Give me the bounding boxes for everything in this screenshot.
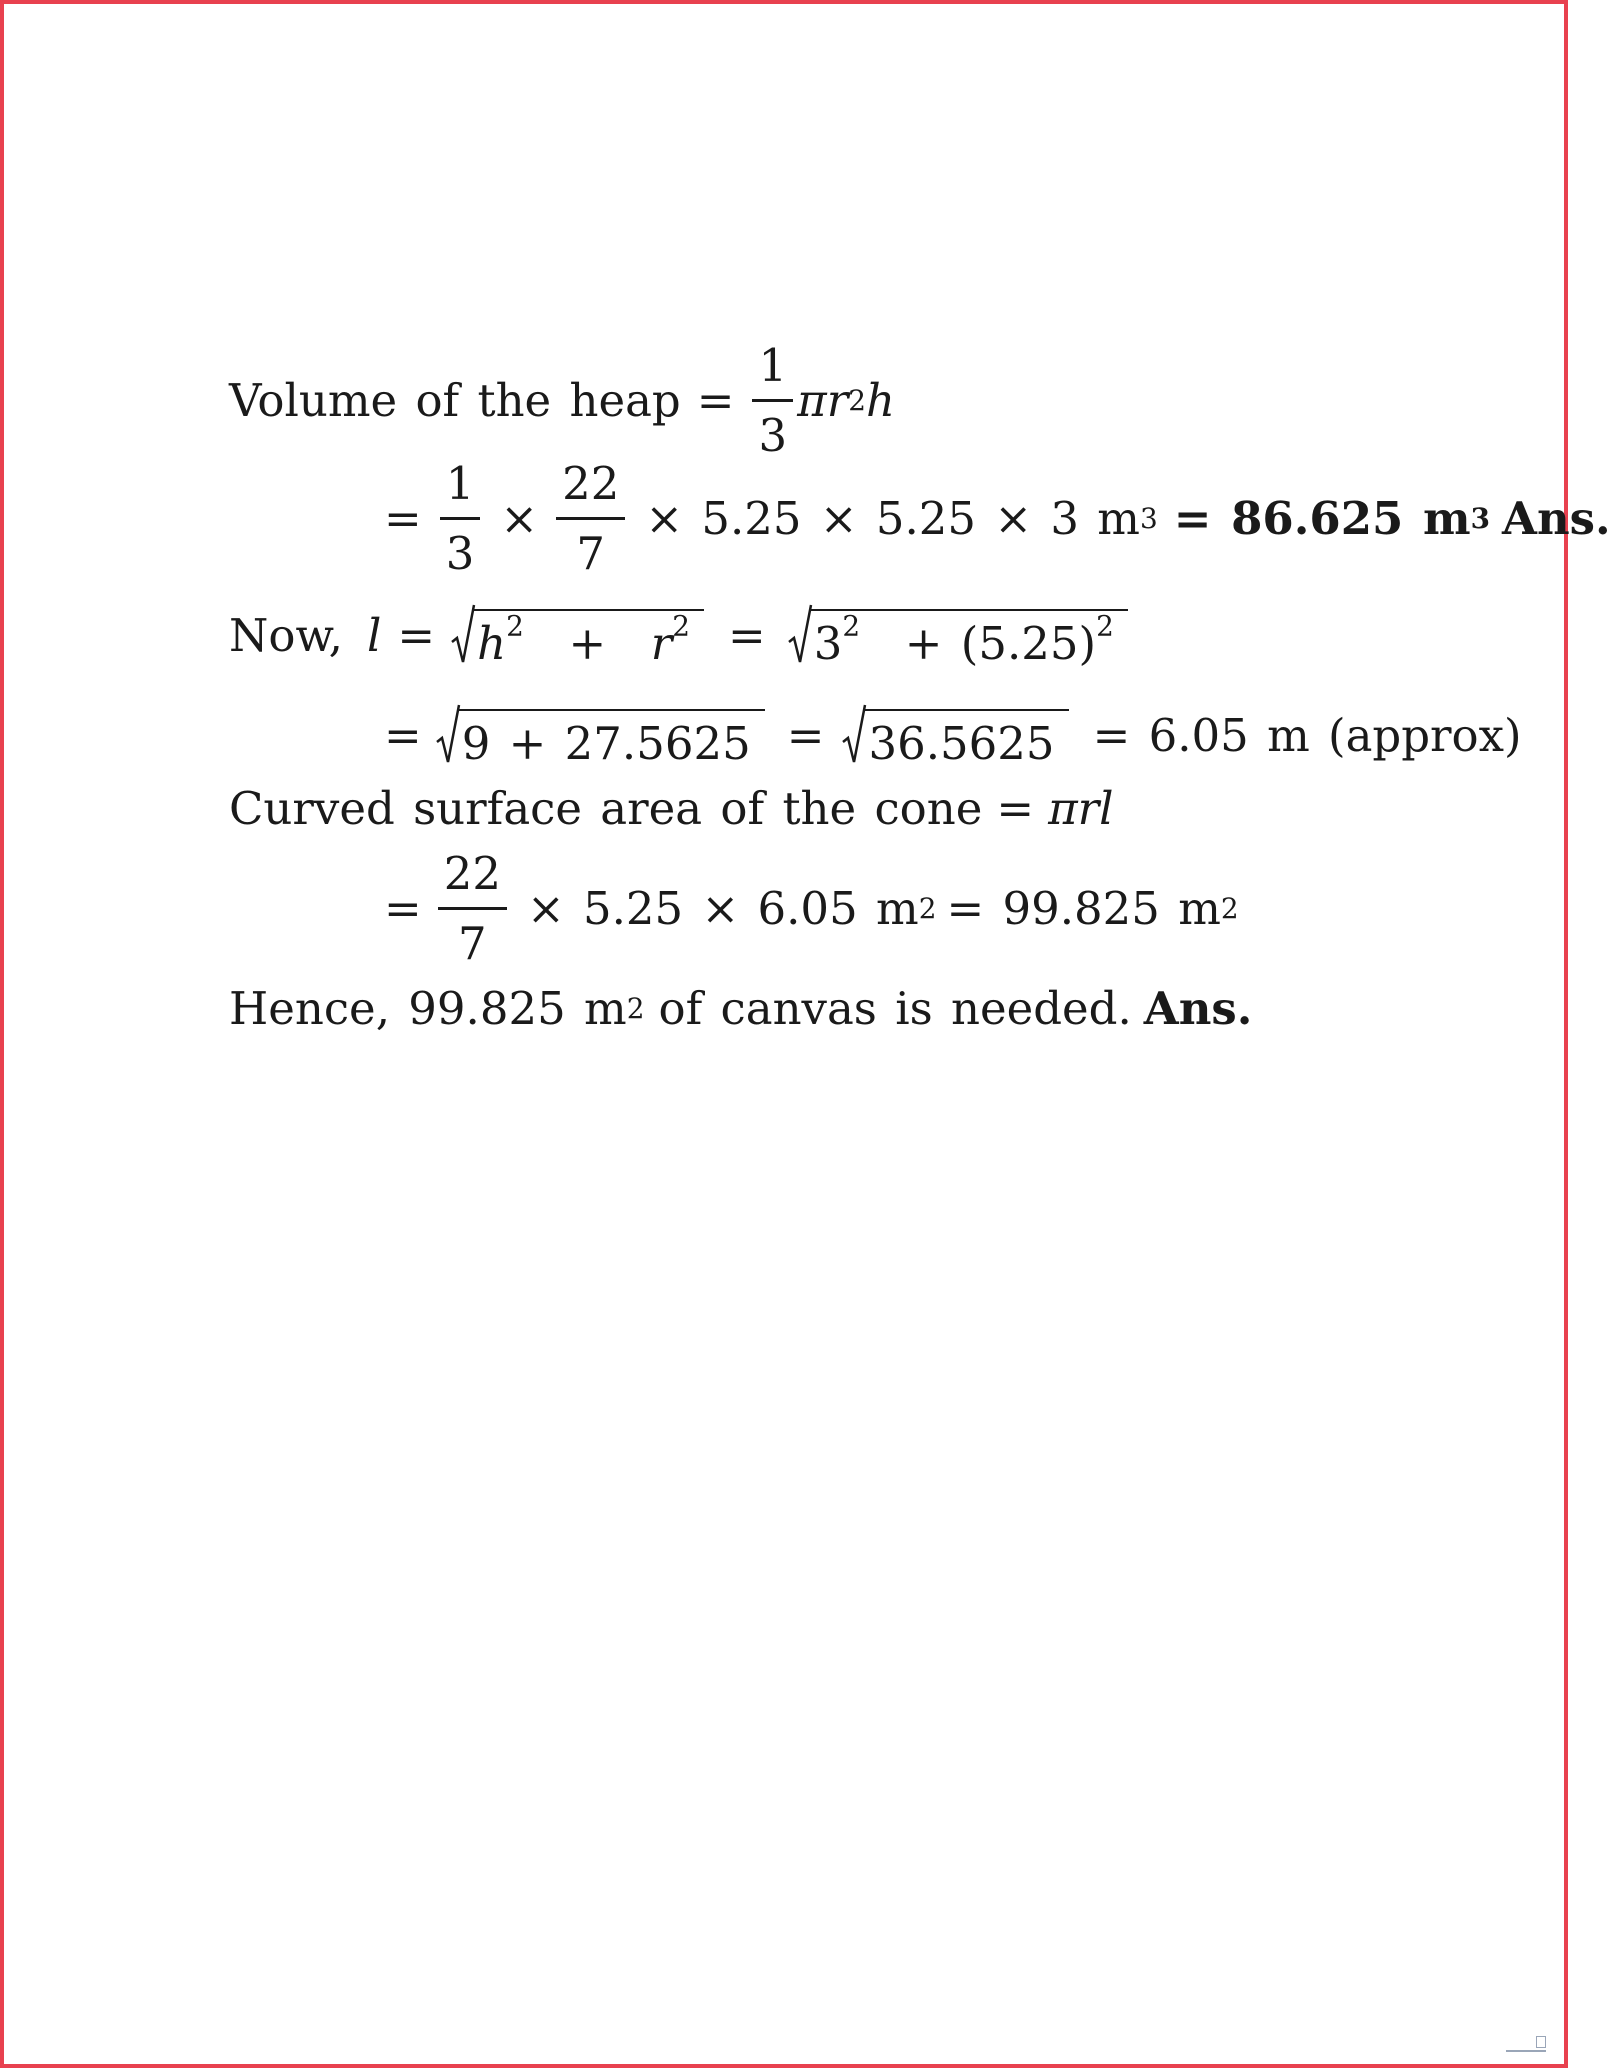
plus-sign: + [568,617,607,670]
square-root [842,704,1068,770]
volume-formula-line: Volume of the heap = $\frac{1}{3}$ π r 2 h [229,339,895,463]
equals-sign: = [696,374,735,428]
conclusion-line: Hence, 99.825 m 2 of canvas is needed. Ans. [229,982,1253,1035]
equals-sign: = [996,782,1035,835]
slant-height-variable: l [366,608,382,662]
radicand-rest: + (5.25) [904,617,1097,670]
radicand [473,609,704,670]
radicand: 9 + 27.5625 [458,709,765,766]
square-root [436,704,765,770]
equals-sign: = [728,608,766,662]
fraction-numerator: 22 [443,847,501,900]
radical-sign-icon [788,604,812,666]
radical-sign-icon [451,604,475,666]
square-root [451,604,704,670]
equals-sign: = [384,708,422,762]
radius-variable: r [826,374,849,428]
volume-expression: × 5.25 × 5.25 × 3 m [645,492,1140,546]
fraction-denominator: 7 [458,917,487,971]
exponent: 2 [842,609,861,643]
fraction-twenty-two-sevenths [438,847,507,971]
conclusion-text-rest: of canvas is needed. [658,982,1132,1035]
fraction-one-third [440,457,481,581]
times-sign: × [500,492,539,546]
height-variable: h [865,374,895,428]
exponent: 2 [506,609,524,643]
fraction-numerator: 1 [445,457,475,510]
exponent: 2 [1096,609,1114,643]
fraction-numerator: 22 [562,457,620,510]
equals-sign: = [384,882,422,936]
fraction-bar [556,517,625,520]
radius-variable: r [650,617,673,670]
exponent: 2 [672,609,691,643]
csa-result: = 99.825 m [946,882,1221,936]
equals-sign: = [786,708,825,762]
fraction-bar [440,517,481,520]
fraction-bar [438,907,507,910]
radical-sign-icon [436,704,460,766]
conclusion-text: Hence, 99.825 m [229,982,627,1035]
slant-height-line [229,604,1128,670]
answer-label: Ans. [1502,492,1611,546]
curved-surface-area-line [229,782,1114,835]
fraction-denominator: 3 [445,527,475,581]
volume-label: Volume of the heap [229,374,681,428]
radicand [810,609,1128,670]
slant-height-calculation-line [384,704,1522,770]
height-variable: h [477,617,507,670]
fraction-one-third [752,339,793,463]
slant-height-result: = 6.05 m (approx) [1092,708,1522,762]
csa-label: Curved surface area of the cone [229,782,983,835]
fraction-bar [752,399,793,402]
csa-formula: πrl [1048,782,1114,835]
radical-sign-icon [842,704,866,766]
radicand: 36.5625 [864,709,1068,766]
radicand-base: 3 [813,617,843,670]
csa-expression: × 5.25 × 6.05 m [526,882,919,936]
fraction-twenty-two-sevenths [556,457,625,581]
equals-sign: = [384,492,422,546]
curved-surface-area-calculation-line: = $\frac{22}{7}$ × 5.25 × 6.05 m 2 = 99.825 m 2 [384,847,1239,971]
square-root [788,604,1128,670]
pi-symbol: π [797,374,827,428]
corner-mark-icon [1506,2030,1546,2052]
now-label: Now, [229,608,343,662]
fraction-denominator: 7 [576,527,606,581]
fraction-numerator: 1 [758,339,788,392]
equals-sign: = [397,608,436,662]
volume-result: = 86.625 m [1173,492,1471,546]
fraction-denominator: 3 [758,409,788,463]
volume-calculation-line: = $\frac{1}{3}$ × $\frac{22}{7}$ × 5.25 × 5.25 × 3 m 3 = 86.625 m 3 Ans. [384,457,1611,581]
answer-label: Ans. [1143,982,1253,1035]
